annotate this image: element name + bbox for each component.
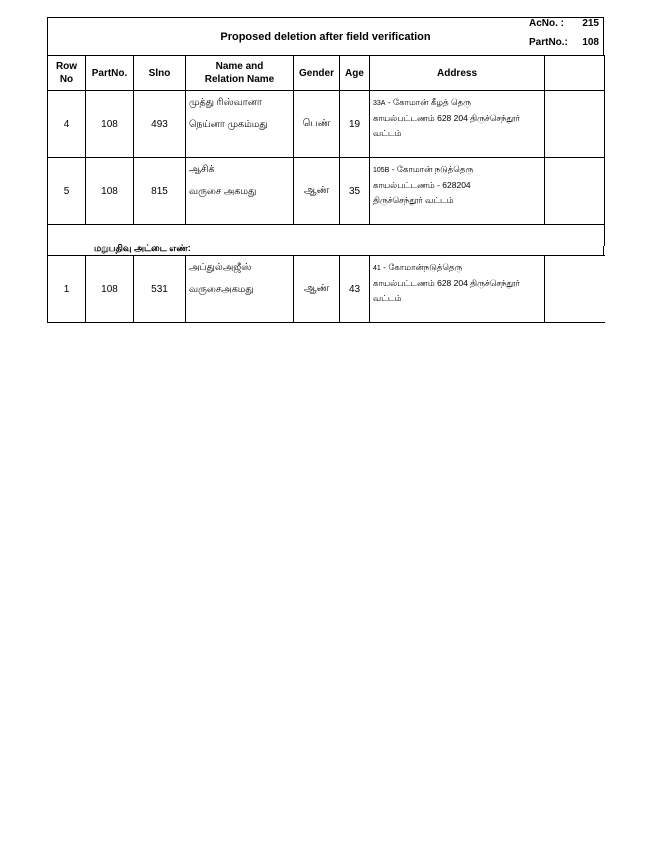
addr-line3: வட்டம் bbox=[373, 293, 402, 303]
relation-name: வருசை அகமது bbox=[189, 186, 257, 197]
col-address: Address bbox=[370, 56, 545, 91]
acno-value: 215 bbox=[582, 18, 599, 29]
partno-value: 108 bbox=[582, 37, 599, 48]
addr-line2: காயல்பட்டணம் 628 204 திருச்செந்தூர் bbox=[373, 278, 520, 288]
addr-number: 41 bbox=[373, 265, 381, 272]
addr-line2: காயல்பட்டணம் 628 204 திருச்செந்தூர் bbox=[373, 113, 520, 123]
row-no-cell: 1 bbox=[48, 256, 86, 323]
part-no-cell: 108 bbox=[86, 91, 134, 158]
sheet-header bbox=[47, 17, 604, 55]
section-header bbox=[47, 243, 604, 255]
voter-name: அப்துல்அஜீஸ் bbox=[189, 262, 252, 273]
name-cell bbox=[186, 91, 294, 158]
address-cell bbox=[370, 91, 545, 158]
reregistration-table bbox=[47, 255, 605, 323]
table-row bbox=[48, 158, 605, 225]
table-row bbox=[48, 256, 605, 323]
col-sl-no: Slno bbox=[134, 56, 186, 91]
row-no-cell: 4 bbox=[48, 91, 86, 158]
age-cell: 35 bbox=[340, 158, 370, 225]
extra-cell bbox=[545, 158, 605, 225]
col-part-no: PartNo. bbox=[86, 56, 134, 91]
name-cell bbox=[186, 158, 294, 225]
address-cell bbox=[370, 158, 545, 225]
gender-cell: பெண் bbox=[294, 91, 340, 158]
name-cell bbox=[186, 256, 294, 323]
partno-label: PartNo.: bbox=[529, 37, 568, 48]
deletion-sheet bbox=[47, 17, 604, 323]
section-label: மறுபதிவு அட்டை எண்: bbox=[94, 243, 191, 253]
age-cell: 19 bbox=[340, 91, 370, 158]
age-cell: 43 bbox=[340, 256, 370, 323]
col-row-no: Row No bbox=[48, 56, 86, 91]
page-title: Proposed deletion after field verification bbox=[220, 31, 431, 43]
sl-no-cell: 493 bbox=[134, 91, 186, 158]
relation-name: நெய்னா முகம்மது bbox=[189, 119, 268, 130]
address-cell bbox=[370, 256, 545, 323]
gender-cell: ஆண் bbox=[294, 158, 340, 225]
addr-line1: - கோமான் கீழத் தெரு bbox=[387, 97, 472, 107]
extra-cell bbox=[545, 256, 605, 323]
col-extra bbox=[545, 56, 605, 91]
partno-field bbox=[529, 37, 599, 48]
gender-cell: ஆண் bbox=[294, 256, 340, 323]
col-gender: Gender bbox=[294, 56, 340, 91]
addr-line3: வட்டம் bbox=[373, 128, 402, 138]
deletion-table bbox=[47, 55, 605, 246]
acno-field bbox=[529, 18, 599, 29]
voter-name: ஆசிக் bbox=[189, 164, 215, 175]
sl-no-cell: 815 bbox=[134, 158, 186, 225]
sl-no-cell: 531 bbox=[134, 256, 186, 323]
part-no-cell: 108 bbox=[86, 256, 134, 323]
col-name bbox=[186, 56, 294, 91]
addr-number: 105B bbox=[373, 167, 390, 174]
relation-name: வருசைஅகமது bbox=[189, 284, 254, 295]
col-age: Age bbox=[340, 56, 370, 91]
table-header-row bbox=[48, 56, 605, 91]
part-no-cell: 108 bbox=[86, 158, 134, 225]
addr-line3: திருச்செந்தூர் வட்டம் bbox=[373, 195, 454, 205]
acno-label: AcNo. : bbox=[529, 18, 564, 29]
voter-name: முத்து ரிஸ்வானா bbox=[189, 97, 262, 108]
extra-cell bbox=[545, 91, 605, 158]
col-name-line2: Relation Name bbox=[204, 74, 275, 85]
addr-line1: - கோமான்நடுத்தெரு bbox=[383, 262, 463, 272]
addr-number: 33A bbox=[373, 100, 386, 107]
table-row bbox=[48, 91, 605, 158]
row-no-cell: 5 bbox=[48, 158, 86, 225]
addr-line2: காயல்பட்டணம் - 628204 bbox=[373, 180, 471, 190]
addr-line1: - கோமான் நடுத்தெரு bbox=[391, 164, 474, 174]
col-name-line1: Name and bbox=[215, 61, 264, 72]
